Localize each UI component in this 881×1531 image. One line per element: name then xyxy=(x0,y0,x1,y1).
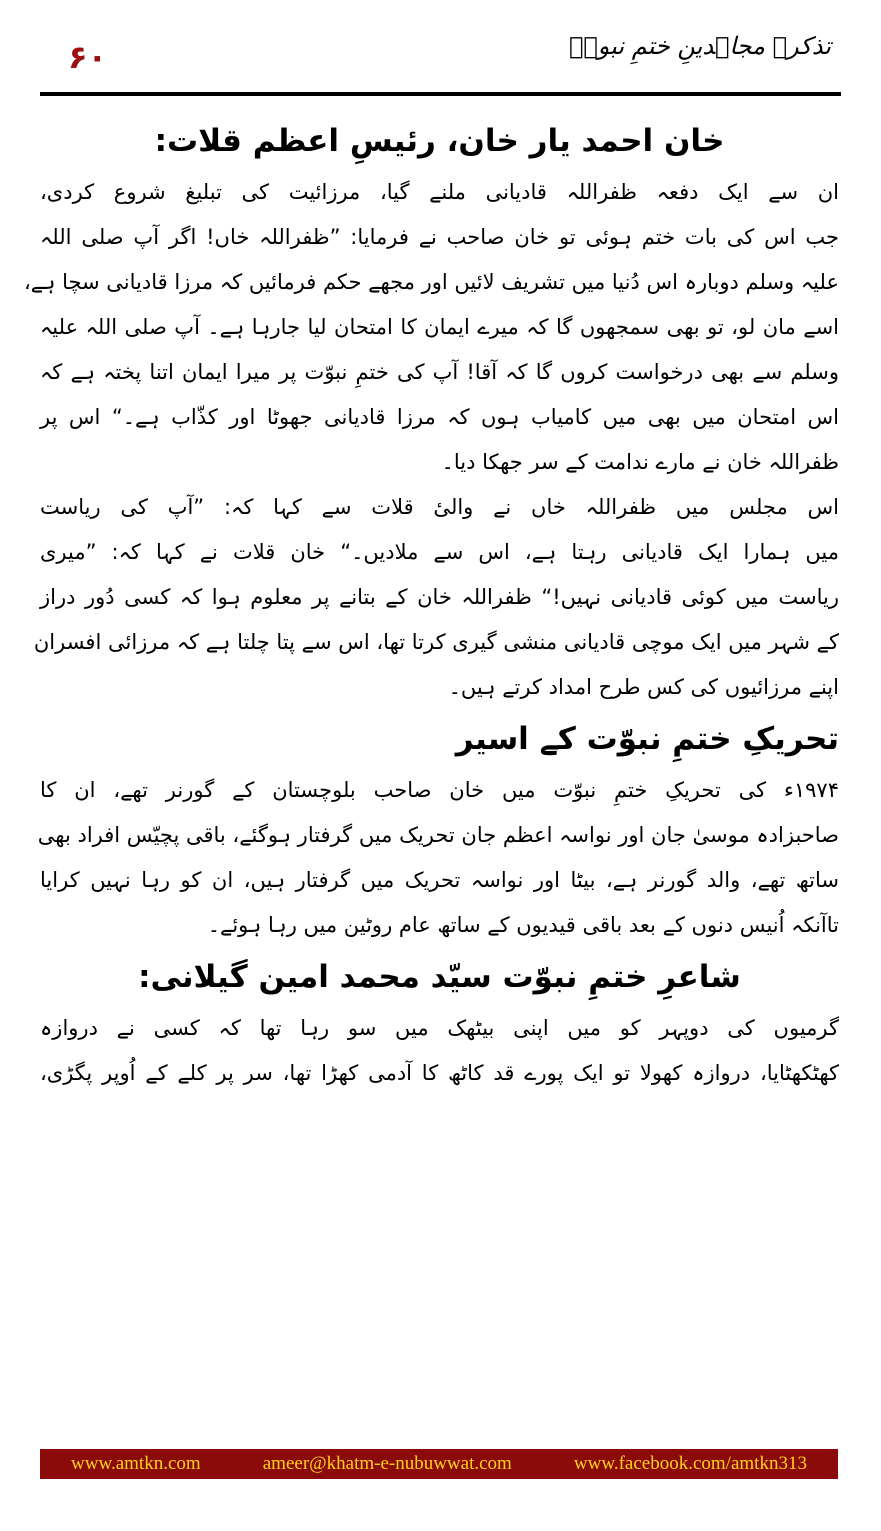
text-line: تاآنکہ اُنیس دنوں کے بعد باقی قیدیوں کے ساتھ عام روٹین میں رہا ہوئے۔ xyxy=(207,913,839,937)
text-line: ۱۹۷۴ء کی تحریکِ ختمِ نبوّت میں خان صاحب بلوچستان کے گورنر تھے، ان کا xyxy=(40,778,839,802)
book-title-logo: تذکرہ مجاہدینِ ختمِ نبوتؐ xyxy=(568,32,831,60)
text-line: وسلم سے بھی درخواست کروں گا کہ آقا! آپ کی ختمِ نبوّت پر میرا ایمان اتنا پختہ ہے کہ xyxy=(40,360,839,384)
text-line: اسے مان لو، تو بھی سمجھوں گا کہ میرے ایمان کا امتحان لیا جارہا ہے۔ آپ صلی اللہ علیہ xyxy=(40,315,839,339)
text-line: اس امتحان میں بھی میں کامیاب ہوں کہ مرزا قادیانی جھوٹا اور کذّاب ہے۔“ اس پر xyxy=(40,405,839,429)
text-line: گرمیوں کی دوپہر کو میں اپنی بیٹھک میں سو رہا تھا کہ کسی نے دروازہ xyxy=(40,1016,839,1040)
section-heading: خان احمد یار خان، رئیسِ اعظم قلات: xyxy=(154,123,725,159)
text-line: اپنے مرزائیوں کی کس طرح امداد کرتے ہیں۔ xyxy=(448,675,839,699)
text-line: صاحبزادہ موسیٰ جان اور نواسہ اعظم جان تحریک میں گرفتار ہوگئے، باقی پچیّس افراد بھی xyxy=(37,823,839,847)
text-line: علیہ وسلم دوبارہ اس دُنیا میں تشریف لائیں اور مجھے حکم فرمائیں کہ مرزا قادیانی سچا ہے، xyxy=(24,270,839,294)
text-line: ظفراللہ خان نے مارے ندامت کے سر جھکا دیا۔ xyxy=(441,450,839,474)
section-heading: تحریکِ ختمِ نبوّت کے اسیر xyxy=(455,721,839,757)
text-line: جب اس کی بات ختم ہوئی تو خان صاحب نے فرمایا: ”ظفراللہ خاں! اگر آپ صلی اللہ xyxy=(40,225,839,249)
text-line: ساتھ تھے، والد گورنر ہے، بیٹا اور نواسہ تحریک میں گرفتار ہیں، ان کو رہا نہیں کرایا xyxy=(40,868,839,892)
email-link[interactable]: ameer@khatm-e-nubuwwat.com xyxy=(262,1453,512,1474)
paragraph xyxy=(33,485,839,710)
text-line: اس مجلس میں ظفراللہ خاں نے والیٔ قلات سے کہا کہ: ”آپ کی ریاست xyxy=(40,495,839,519)
section-heading: شاعرِ ختمِ نبوّت سیّد محمد امین گیلانی: xyxy=(138,959,741,995)
facebook-link[interactable]: www.facebook.com/amtkn313 xyxy=(573,1453,807,1474)
website-link[interactable]: www.amtkn.com xyxy=(71,1453,201,1474)
text-line: ریاست میں کوئی قادیانی نہیں!“ ظفراللہ خان کے بتانے پر معلوم ہوا کہ کسی دُور دراز xyxy=(40,585,839,609)
paragraph xyxy=(24,170,839,485)
text-line: کے شہر میں ایک موچی قادیانی منشی گیری کرتا تھا، اس سے پتا چلتا ہے کہ مرزائی افسران xyxy=(33,630,839,654)
text-line: میں ہمارا ایک قادیانی رہتا ہے، اس سے ملادیں۔“ خان قلات نے کہا کہ: ”میری xyxy=(40,540,839,564)
paragraph xyxy=(40,1006,839,1096)
header-rule xyxy=(40,92,841,96)
page-content xyxy=(24,112,839,1096)
text-line: ان سے ایک دفعہ ظفراللہ قادیانی ملنے گیا، مرزائیت کی تبلیغ شروع کردی، xyxy=(40,180,839,204)
text-line: کھٹکھٹایا، دروازہ کھولا تو ایک پورے قد کاٹھ کا آدمی کھڑا تھا، سر پر کلے کے اُوپر پگڑی، xyxy=(40,1061,839,1085)
page-number: ۶۰ xyxy=(68,38,108,76)
footer-bar xyxy=(40,1449,838,1479)
paragraph xyxy=(37,768,839,948)
